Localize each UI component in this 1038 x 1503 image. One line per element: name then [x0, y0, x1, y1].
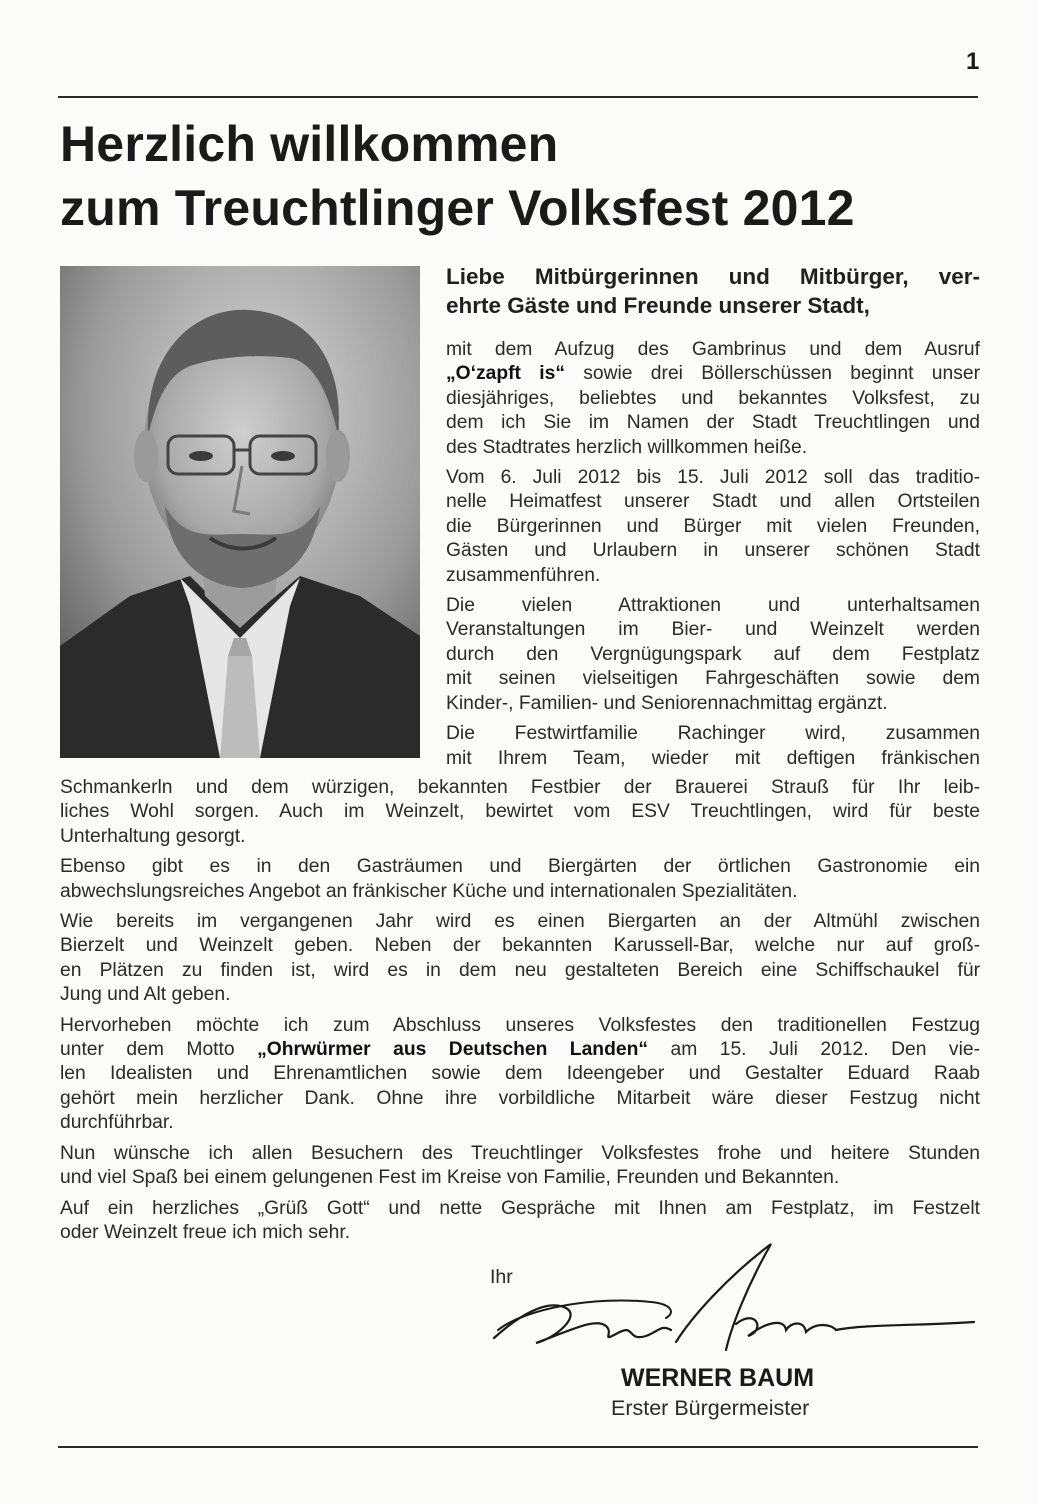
paragraph-gastronomy: [60, 855, 980, 904]
handwritten-signature: [486, 1238, 986, 1370]
text-line: Auf ein herzliches „Grüß Gott“ und nette Gespräche mit Ihnen am Festplatz, im Festzelt: [60, 1197, 980, 1219]
body-text-column: [446, 338, 980, 771]
text-line: Jung und Alt geben.: [60, 984, 231, 1006]
text-line: durchführbar.: [60, 1112, 174, 1134]
text-line: durch den Vergnügungspark auf dem Festplatz: [446, 643, 980, 665]
text-line: Die vielen Attraktionen und unterhaltsamen: [446, 595, 980, 617]
text-line: oder Weinzelt freue ich mich sehr.: [60, 1221, 351, 1243]
text-line: Unterhaltung gesorgt.: [60, 825, 246, 847]
bottom-divider: [58, 1446, 978, 1448]
title-line-2: zum Treuchtlinger Volksfest 2012: [60, 180, 855, 236]
greeting-heading: [446, 262, 980, 320]
page-number: 1: [966, 48, 980, 75]
text-line: en Plätzen zu finden ist, wird es in dem neu gestalteten Bereich eine Schiffschaukel für: [60, 959, 980, 981]
text-line: diesjähriges, beliebtes und bekanntes Volksfest, zu: [446, 387, 980, 409]
title-line-1: Herzlich willkommen: [60, 116, 559, 172]
paragraph-wishes: [60, 1142, 980, 1191]
text-fragment: am 15. Juli 2012. Den vie-: [648, 1039, 980, 1061]
closing-salutation: Ihr: [490, 1266, 513, 1288]
text-line: des Stadtrates herzlich willkommen heiße.: [446, 436, 808, 458]
paragraph-biergarten: [60, 910, 980, 1008]
paragraph-festzug: [60, 1014, 980, 1136]
paragraph-attractions: [446, 594, 980, 716]
paragraph-dates: [446, 466, 980, 588]
greeting-line-1: Liebe Mitbürgerinnen und Mitbürger, ver-: [446, 264, 980, 289]
text-line: liches Wohl sorgen. Auch im Weinzelt, bewirtet vom ESV Treuchtlingen, wird für beste: [60, 801, 980, 823]
text-line: gehört mein herzlicher Dank. Ohne ihre vorbildliche Mitarbeit wäre dieser Festzug nicht: [60, 1087, 980, 1109]
text-line: Vom 6. Juli 2012 bis 15. Juli 2012 soll das traditio-: [446, 467, 980, 489]
text-line: nelle Heimatfest unserer Stadt und allen Ortsteilen: [446, 491, 980, 513]
text-line: Die Festwirtfamilie Rachinger wird, zusammen: [446, 723, 980, 745]
text-fragment: sowie drei Böllerschüssen beginnt unser: [564, 363, 980, 385]
paragraph-opening: [446, 338, 980, 460]
greeting-line-2: ehrte Gäste und Freunde unserer Stadt,: [446, 293, 870, 318]
text-line: abwechslungsreiches Angebot an fränkischer Küche und internationalen Spezialitäten.: [60, 880, 798, 902]
text-line: und viel Spaß bei einem gelungenen Fest im Kreise von Familie, Freunden und Bekannten.: [60, 1167, 840, 1189]
text-fragment: unter dem Motto: [60, 1039, 258, 1061]
text-line: Hervorheben möchte ich zum Abschluss unseres Volksfestes den traditionellen Festzug: [60, 1014, 980, 1036]
bold-phrase-ozapft-is: „O‘zapft is“: [446, 363, 565, 385]
top-divider: [58, 96, 978, 98]
text-line: mit Ihrem Team, wieder mit deftigen fränkischen: [446, 747, 980, 769]
text-line: Ebenso gibt es in den Gasträumen und Biergärten der örtlichen Gastronomie ein: [60, 856, 980, 878]
paragraph-festwirt-start: [446, 722, 980, 771]
body-text-full-width: [60, 776, 980, 1251]
text-line: Schmankerln und dem würzigen, bekannten Festbier der Brauerei Strauß für Ihr leib-: [60, 777, 980, 798]
text-line: Nun wünsche ich allen Besuchern des Treuchtlinger Volksfestes frohe und heitere Stunden: [60, 1142, 980, 1164]
signer-name: WERNER BAUM: [621, 1364, 815, 1392]
text-line: Wie bereits im vergangenen Jahr wird es einen Biergarten an der Altmühl zwischen: [60, 911, 980, 933]
mayor-portrait-photo: [60, 266, 420, 758]
text-line: len Idealisten und Ehrenamtlichen sowie dem Ideengeber und Gestalter Eduard Raab: [60, 1063, 980, 1085]
text-line: [446, 362, 980, 386]
text-line: mit dem Aufzug des Gambrinus und dem Ausruf: [446, 339, 980, 360]
text-line: Bierzelt und Weinzelt geben. Neben der bekannten Karussell-Bar, welche nur auf groß-: [60, 935, 980, 957]
text-line: zusammenführen.: [446, 564, 601, 586]
page-title: [60, 112, 855, 240]
text-line: Kinder-, Familien- und Seniorennachmittag ergänzt.: [446, 692, 888, 714]
text-line: dem ich Sie im Namen der Stadt Treuchtlingen und: [446, 412, 980, 434]
text-line: Veranstaltungen im Bier- und Weinzelt werden: [446, 619, 980, 641]
paragraph-festwirt-end: [60, 776, 980, 849]
bold-phrase-motto: „Ohrwürmer aus Deutschen Landen“: [257, 1039, 649, 1061]
text-line: [60, 1038, 980, 1062]
text-line: Gästen und Urlaubern in unserer schönen Stadt: [446, 540, 980, 562]
text-line: mit seinen vielseitigen Fahrgeschäften sowie dem: [446, 668, 980, 690]
signer-role: Erster Bürgermeister: [611, 1396, 810, 1420]
text-line: die Bürgerinnen und Bürger mit vielen Freunden,: [446, 515, 980, 537]
